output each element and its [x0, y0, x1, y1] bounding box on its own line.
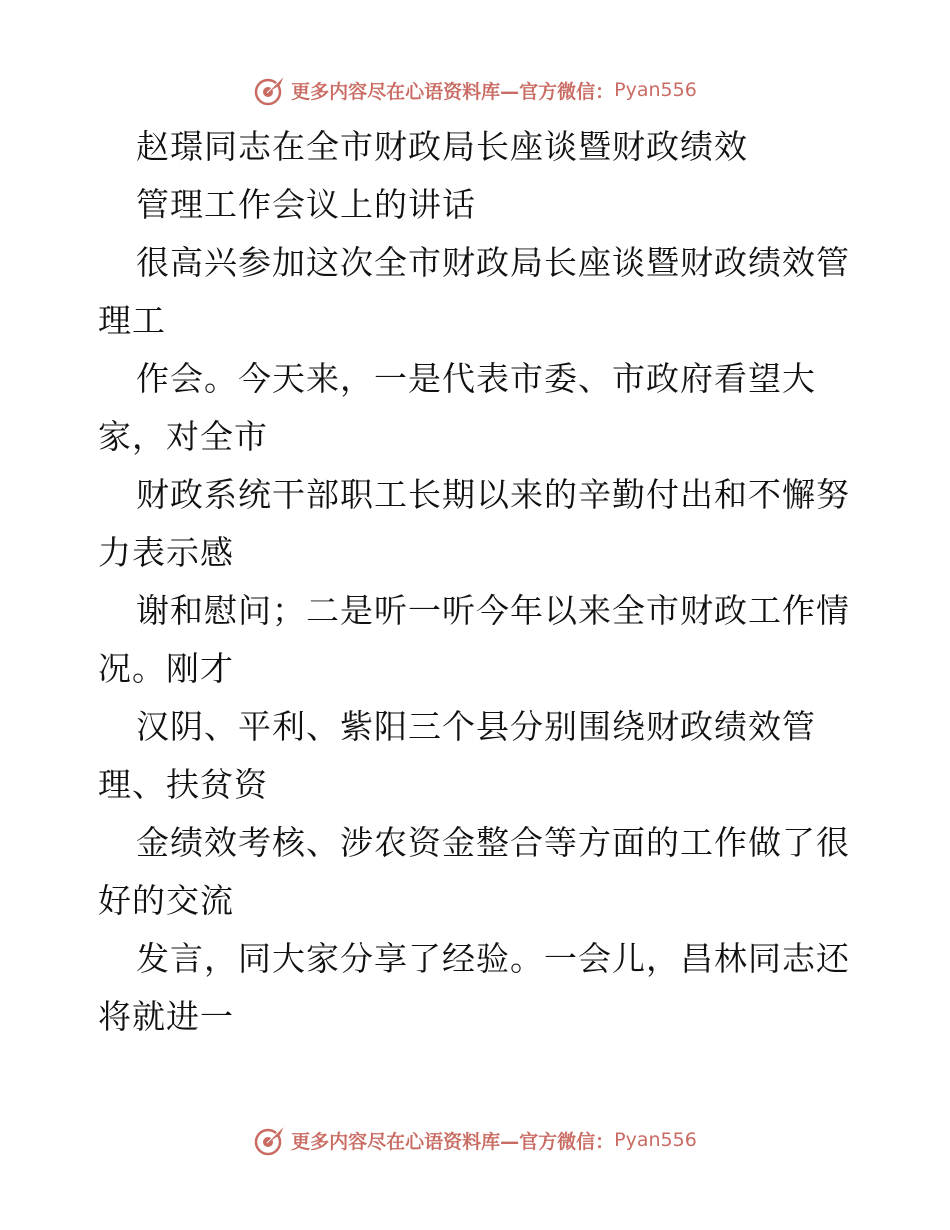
watermark-text: 更多内容尽在心语资料库—官方微信： [291, 1130, 615, 1153]
paragraph-line: 况。刚才 [98, 649, 234, 688]
paragraph-line: 汉阴、平利、紫阳三个县分别围绕财政绩效管 [136, 707, 816, 746]
paragraph-line: 好的交流 [98, 881, 234, 920]
watermark-wechat-id: Pyan556 [614, 79, 697, 101]
paragraph-line: 作会。今天来，一是代表市委、市政府看望大 [136, 359, 816, 398]
paragraph-line: 家，对全市 [98, 417, 268, 456]
title-line-1: 赵璟同志在全市财政局长座谈暨财政绩效 [136, 127, 748, 166]
watermark-wechat-id: Pyan556 [614, 1129, 697, 1151]
paragraph-line: 发言，同大家分享了经验。一会儿，昌林同志还 [136, 939, 850, 978]
header-watermark [0, 70, 950, 110]
paragraph-line: 财政系统干部职工长期以来的辛勤付出和不懈努 [136, 475, 850, 514]
paragraph-line: 金绩效考核、涉农资金整合等方面的工作做了很 [136, 823, 850, 862]
paragraph-line: 谢和慰问；二是听一听今年以来全市财政工作情 [136, 591, 850, 630]
paragraph-line: 将就进一 [98, 997, 234, 1036]
paragraph-line: 理工 [98, 301, 166, 340]
paragraph-line: 很高兴参加这次全市财政局长座谈暨财政绩效管 [136, 243, 850, 282]
quill-logo-icon [253, 1123, 287, 1157]
paragraph-line: 理、扶贫资 [98, 765, 268, 804]
footer-watermark [0, 1120, 950, 1160]
paragraph-line: 力表示感 [98, 533, 234, 572]
document-body [98, 118, 858, 1046]
watermark-text: 更多内容尽在心语资料库—官方微信： [291, 80, 615, 103]
title-line-2: 管理工作会议上的讲话 [136, 185, 476, 224]
quill-logo-icon [253, 73, 287, 107]
